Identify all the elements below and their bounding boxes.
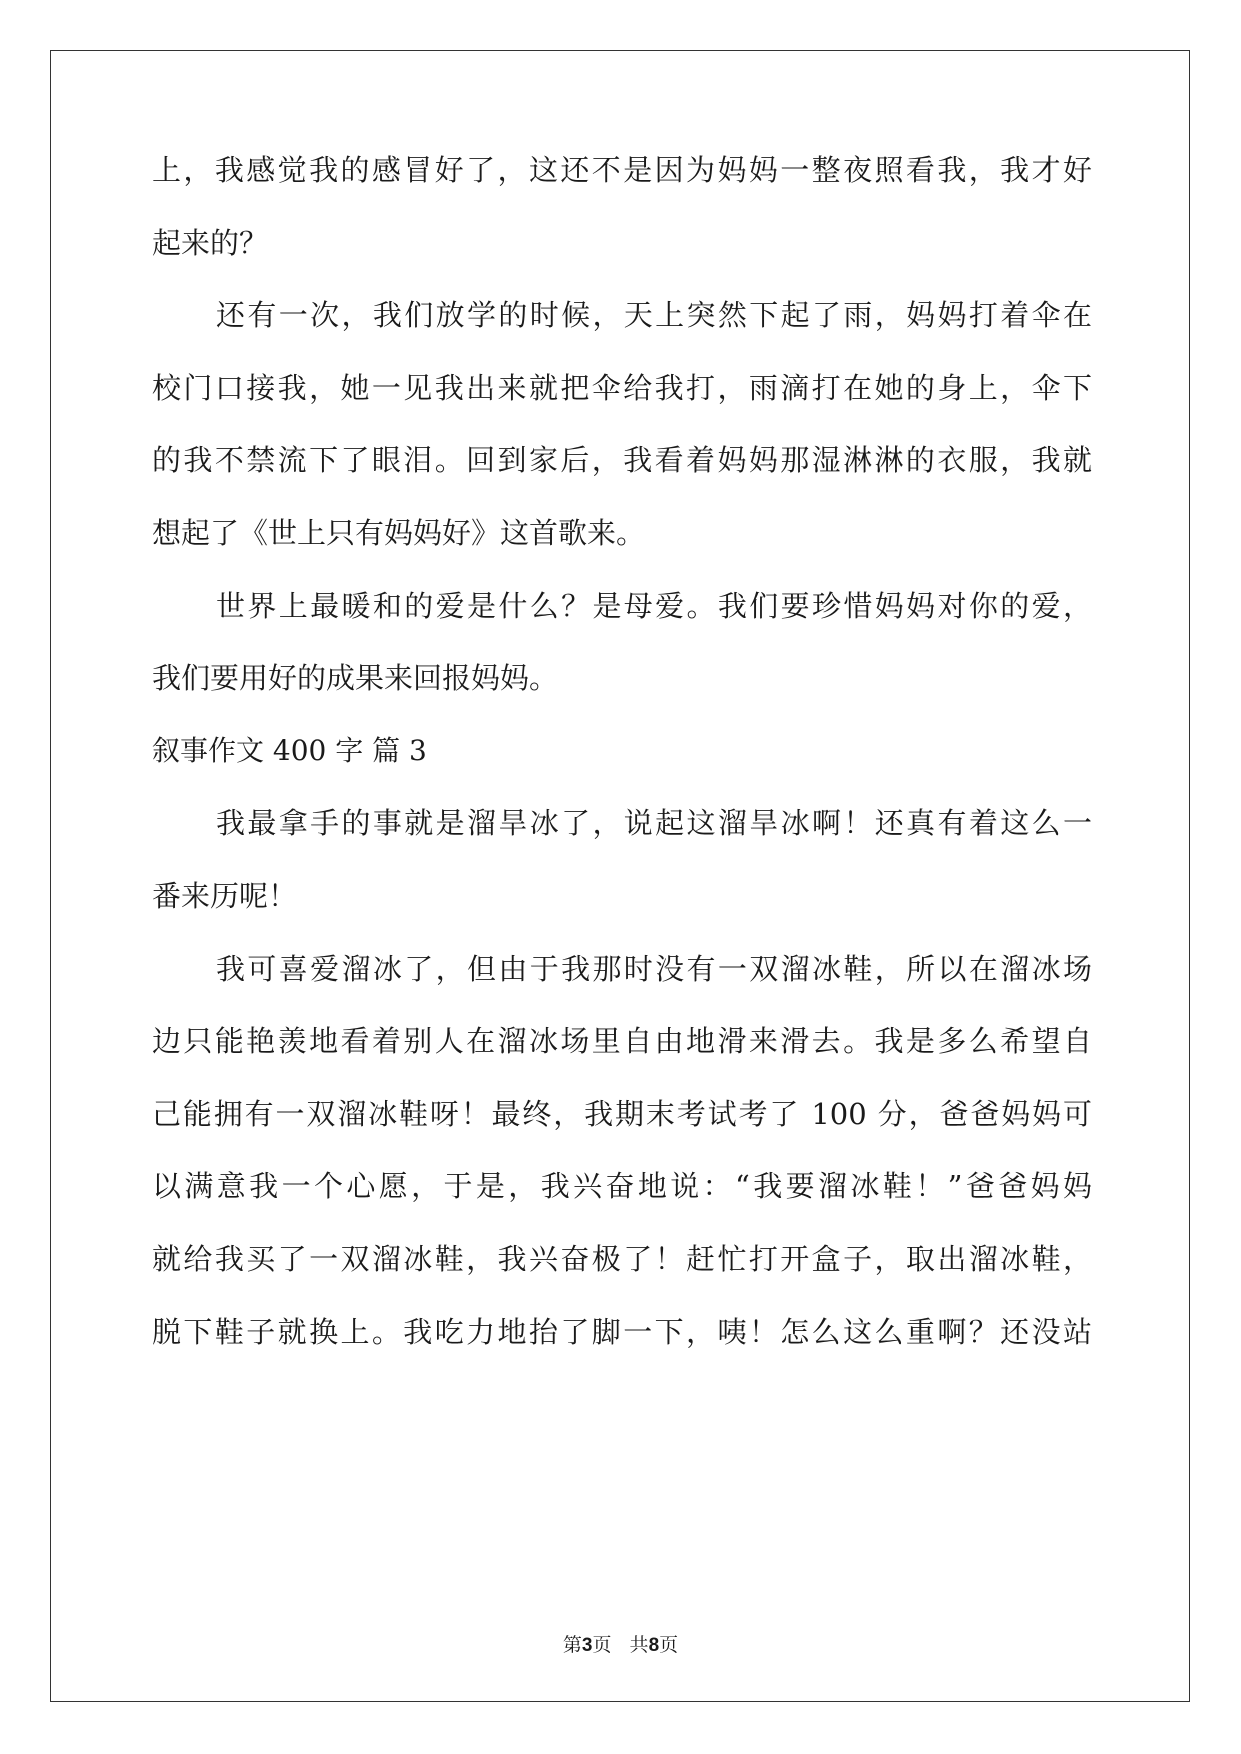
text-line: 校门口接我，她一见我出来就把伞给我打，雨滴打在她的身上，伞下 — [152, 370, 1092, 405]
text-line: 以满意我一个心愿，于是，我兴奋地说：“我要溜冰鞋！”爸爸妈妈 — [152, 1169, 1092, 1204]
footer-suffix: 页 — [659, 1634, 679, 1656]
text-line: 的我不禁流下了眼泪。回到家后，我看着妈妈那湿淋淋的衣服，我就 — [152, 443, 1092, 478]
footer-prefix: 第 — [562, 1634, 582, 1656]
text-line: 上，我感觉我的感冒好了，这还不是因为妈妈一整夜照看我，我才好 — [152, 153, 1092, 187]
text-line: 我可喜爱溜冰了，但由于我那时没有一双溜冰鞋，所以在溜冰场 — [216, 951, 1092, 986]
text-line: 我最拿手的事就是溜旱冰了，说起这溜旱冰啊！还真有着这么一 — [216, 806, 1092, 841]
text-line: 还有一次，我们放学的时候，天上突然下起了雨，妈妈打着伞在 — [216, 298, 1092, 333]
text-line: 我们要用好的成果来回报妈妈。 — [152, 661, 559, 696]
text-line: 起来的？ — [152, 225, 269, 260]
text-line: 脱下鞋子就换上。我吃力地抬了脚一下，咦！怎么这么重啊？还没站 — [152, 1314, 1092, 1349]
text-line: 番来历呢！ — [152, 879, 298, 913]
text-line: 边只能艳羡地看着别人在溜冰场里自由地滑来滑去。我是多么希望自 — [152, 1024, 1092, 1059]
section-heading: 叙事作文 400 字 篇 3 — [152, 733, 427, 767]
text-line: 己能拥有一双溜冰鞋呀！最终，我期末考试考了 100 分，爸爸妈妈可 — [152, 1096, 1092, 1131]
page-footer — [0, 1630, 1241, 1657]
text-line: 世界上最暖和的爱是什么？是母爱。我们要珍惜妈妈对你的爱， — [216, 588, 1092, 623]
footer-middle: 页 共 — [592, 1634, 649, 1656]
text-line: 想起了《世上只有妈妈好》这首歌来。 — [152, 516, 646, 550]
current-page-number: 3 — [581, 1635, 593, 1656]
text-line: 就给我买了一双溜冰鞋，我兴奋极了！赶忙打开盒子，取出溜冰鞋， — [152, 1242, 1092, 1276]
total-pages-number: 8 — [648, 1635, 660, 1656]
